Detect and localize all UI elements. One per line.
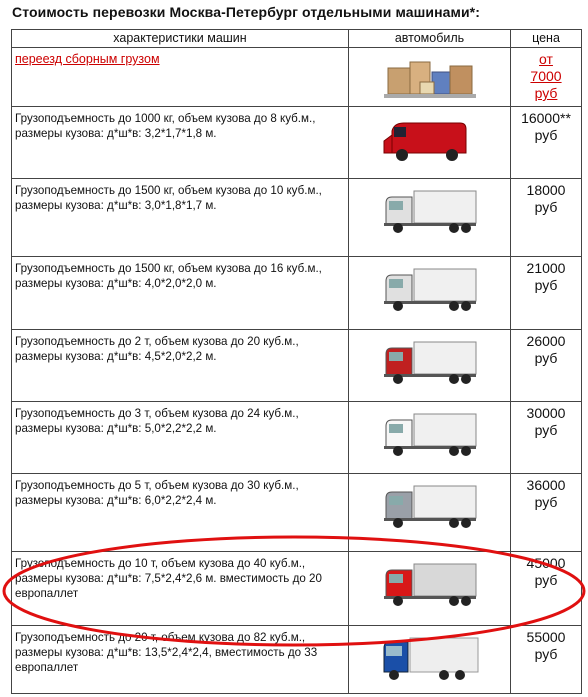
- row-vehicle-image: [349, 626, 511, 694]
- row-price: [511, 107, 582, 179]
- row-spec: [12, 474, 349, 552]
- header-specs: характеристики машин: [12, 30, 349, 48]
- row-vehicle-image: [349, 107, 511, 179]
- table-header-row: [12, 30, 582, 48]
- gazelle-box-truck-icon: [380, 185, 480, 237]
- table-row: [12, 474, 582, 552]
- row-vehicle-image: [349, 179, 511, 257]
- semi-truck-icon: [380, 632, 480, 684]
- red-cab-truck-icon: [380, 336, 480, 388]
- spec-text: Грузоподъемность до 1500 кг, объем кузова до 10 куб.м., размеры кузова: д*ш*в: 3,0*1,8*1,7 м.: [15, 184, 322, 212]
- row-vehicle-image: [349, 48, 511, 107]
- row-spec: [12, 257, 349, 330]
- row-spec: [12, 552, 349, 626]
- row-spec: [12, 330, 349, 402]
- price-text: 45000 руб: [526, 555, 566, 588]
- page-title: Стоимость перевозки Москва-Петербург отдельными машинами*:: [12, 4, 480, 20]
- white-truck-icon: [380, 408, 480, 460]
- row-spec[interactable]: [12, 48, 349, 107]
- spec-text: Грузоподъемность до 1000 кг, объем кузова до 8 куб.м., размеры кузова: д*ш*в: 3,2*1,7*1,8 м.: [15, 112, 316, 140]
- row-spec: [12, 402, 349, 474]
- table-row: [12, 552, 582, 626]
- spec-text: Грузоподъемность до 1500 кг, объем кузова до 16 куб.м., размеры кузова: д*ш*в: 4,0*2,0*2,0 м.: [15, 262, 322, 290]
- table-row: [12, 107, 582, 179]
- row-price: [511, 179, 582, 257]
- spec-text: Грузоподъемность до 20 т, объем кузова до 82 куб.м., размеры кузова: д*ш*в: 13,5*2,4*2,4, вместимость до 33 европаллет: [15, 631, 318, 674]
- table-row: [12, 330, 582, 402]
- red-heavy-truck-icon: [380, 558, 480, 610]
- price-text: 55000 руб: [526, 629, 566, 662]
- row-vehicle-image: [349, 330, 511, 402]
- row-vehicle-image: [349, 474, 511, 552]
- price-text: 30000 руб: [526, 405, 566, 438]
- row-vehicle-image: [349, 552, 511, 626]
- spec-text: Грузоподъемность до 5 т, объем кузова до 30 куб.м., размеры кузова: д*ш*в: 6,0*2,2*2,4 м.: [15, 479, 299, 507]
- price-text: 26000 руб: [526, 333, 566, 366]
- row-price: [511, 626, 582, 694]
- row-price: [511, 552, 582, 626]
- spec-text: Грузоподъемность до 2 т, объем кузова до 20 куб.м., размеры кузова: д*ш*в: 4,5*2,0*2,2 м.: [15, 335, 299, 363]
- row-vehicle-image: [349, 257, 511, 330]
- row-price[interactable]: [511, 48, 582, 107]
- price-text: 21000 руб: [526, 260, 566, 293]
- price-link[interactable]: от 7000 руб: [530, 51, 562, 101]
- table-row: [12, 626, 582, 694]
- table-row: [12, 402, 582, 474]
- row-spec: [12, 107, 349, 179]
- row-spec: [12, 179, 349, 257]
- collective-cargo-link[interactable]: переезд сборным грузом: [15, 52, 160, 66]
- table-row: [12, 179, 582, 257]
- row-price: [511, 474, 582, 552]
- table-row: [12, 257, 582, 330]
- header-price: цена: [511, 30, 582, 48]
- price-text: 16000** руб: [521, 110, 571, 143]
- boxes-icon: [380, 54, 480, 106]
- row-vehicle-image: [349, 402, 511, 474]
- row-price: [511, 330, 582, 402]
- row-spec: [12, 626, 349, 694]
- price-text: 36000 руб: [526, 477, 566, 510]
- price-table: [11, 29, 582, 694]
- spec-text: Грузоподъемность до 3 т, объем кузова до 24 куб.м., размеры кузова: д*ш*в: 5,0*2,2*2,2 м.: [15, 407, 299, 435]
- spec-text: Грузоподъемность до 10 т, объем кузова до 40 куб.м., размеры кузова: д*ш*в: 7,5*2,4*2,6 м. вместимость до 20 европаллет: [15, 557, 322, 600]
- row-price: [511, 257, 582, 330]
- grey-truck-icon: [380, 480, 480, 532]
- table-row: [12, 48, 582, 107]
- header-vehicle: автомобиль: [349, 30, 511, 48]
- row-price: [511, 402, 582, 474]
- long-box-truck-icon: [380, 263, 480, 315]
- price-text: 18000 руб: [526, 182, 566, 215]
- red-van-icon: [380, 113, 480, 165]
